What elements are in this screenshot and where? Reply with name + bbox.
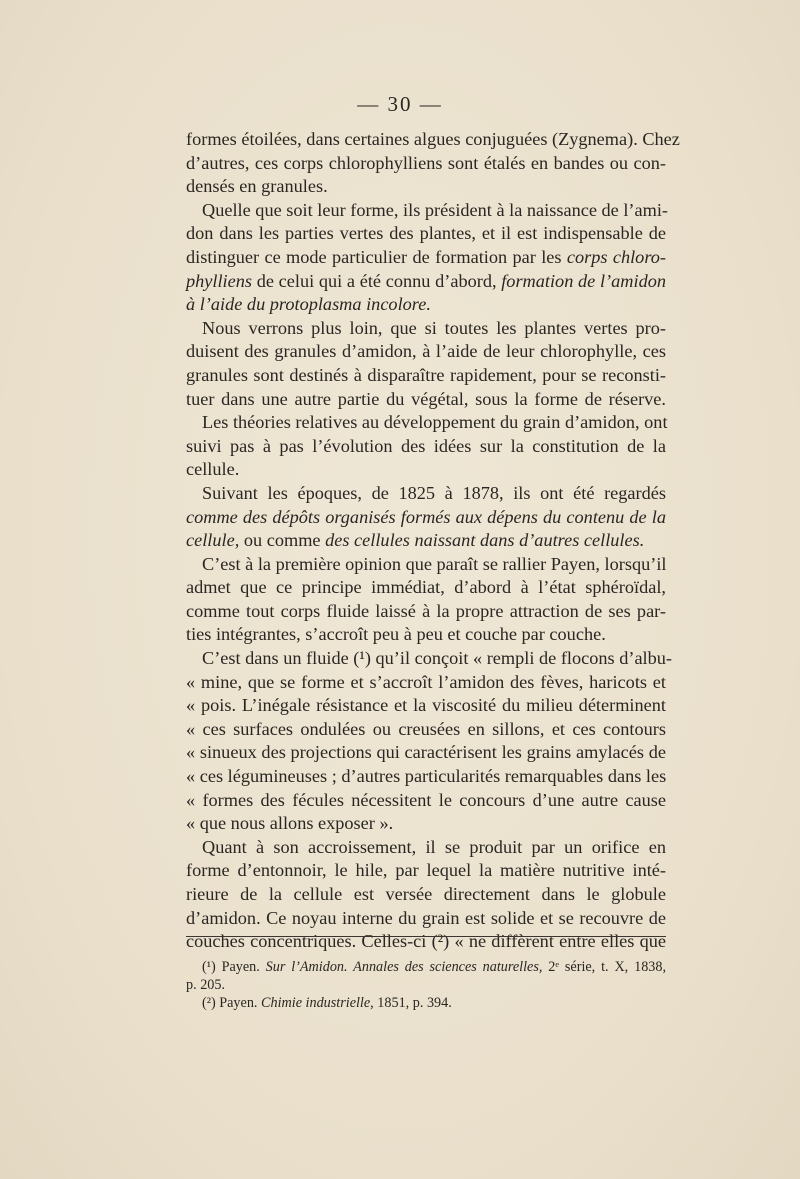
text-line: « pois. L’inégale résistance et la viscosité du milieu déterminent (186, 695, 666, 716)
body-text (186, 128, 680, 954)
text-line: Les théories relatives au développement du grain d’amidon, ont (202, 412, 668, 433)
text-line: Quant à son accroissement, il se produit par un orifice en (202, 836, 666, 857)
text-line: densés en granules. (186, 176, 328, 197)
text-line: granules sont destinés à disparaître rapidement, pour se reconsti- (186, 364, 666, 385)
text-line: à l’aide du protoplasma incolore. (186, 294, 431, 315)
text-line: comme tout corps fluide laissé à la propre attraction de ses par- (186, 600, 666, 621)
text-line: C’est dans un fluide (¹) qu’il conçoit « rempli de flocons d’albu- (202, 648, 673, 669)
text-line: ties intégrantes, s’accroît peu à peu et couche par couche. (186, 624, 606, 645)
footnote-rule (186, 936, 666, 937)
text-line: comme des dépôts organisés formés aux dépens du contenu de la (186, 506, 666, 527)
text-line: phylliens de celui qui a été connu d’abord, formation de l’amidon (186, 270, 666, 291)
footnote-line: (²) Payen. Chimie industrielle, 1851, p. 394. (202, 995, 452, 1011)
page-number: — 30 — (357, 92, 443, 116)
text-line: « mine, que se forme et s’accroît l’amidon des fèves, haricots et (186, 671, 666, 692)
text-line: rieure de la cellule est versée directement dans le globule (186, 884, 666, 904)
text-line: forme d’entonnoir, le hile, par lequel la matière nutritive inté- (186, 860, 666, 881)
text-line: cellule, ou comme des cellules naissant dans d’autres cellules. (186, 530, 645, 551)
footnotes (186, 958, 666, 1012)
text-line: « sinueux des projections qui caractérisent les grains amylacés de (186, 742, 666, 763)
text-line: Nous verrons plus loin, que si toutes les plantes vertes pro- (202, 317, 666, 338)
text-line: « ces légumineuses ; d’autres particularités remarquables dans les (186, 766, 667, 787)
text-line: Quelle que soit leur forme, ils président à la naissance de l’ami- (202, 199, 669, 220)
text-line: tuer dans une autre partie du végétal, sous la forme de réserve. (186, 388, 666, 409)
text-line: duisent des granules d’amidon, à l’aide de leur chlorophylle, ces (186, 341, 666, 362)
text-line: « ces surfaces ondulées ou creusées en sillons, et ces contours (186, 718, 666, 739)
text-line: don dans les parties vertes des plantes, et il est indispensable de (186, 223, 666, 244)
text-line: d’amidon. Ce noyau interne du grain est solide et se recouvre de (186, 907, 666, 928)
text-line: suivi pas à pas l’évolution des idées sur la constitution de la (186, 435, 666, 456)
text-line: « formes des fécules nécessitent le concours d’une autre cause (186, 789, 666, 810)
text-line: couches concentriques. Celles-ci (²) « ne diffèrent entre elles que (186, 931, 666, 952)
text-line: cellule. (186, 459, 240, 480)
text-line: distinguer ce mode particulier de formation par les corps chloro- (186, 246, 666, 267)
text-line: « que nous allons exposer ». (186, 813, 394, 834)
footnote-line: p. 205. (186, 977, 226, 993)
text-line: admet que ce principe immédiat, d’abord à l’état sphéroïdal, (186, 577, 666, 598)
text-line: Suivant les époques, de 1825 à 1878, ils ont été regardés (202, 482, 666, 503)
text-line: C’est à la première opinion que paraît se rallier Payen, lorsqu’il (202, 553, 667, 574)
text-line: d’autres, ces corps chlorophylliens sont étalés en bandes ou con- (186, 152, 666, 173)
footnote-line: (¹) Payen. Sur l’Amidon. Annales des sciences naturelles, 2ᵉ série, t. X, 1838, (202, 959, 667, 975)
text-line: formes étoilées, dans certaines algues conjuguées (Zygnema). Chez (186, 129, 680, 149)
